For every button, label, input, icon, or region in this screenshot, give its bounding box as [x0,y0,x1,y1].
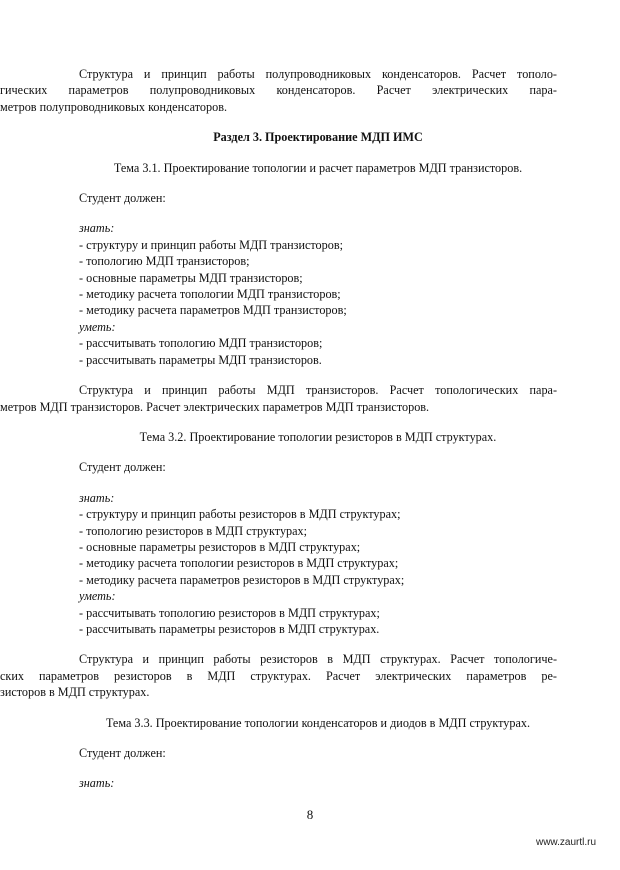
topic-title: Тема 3.3. Проектирование топологии конденсаторов и диодов в МДП структурах. [105,715,531,730]
summary-line: Структура и принцип работы резисторов в МДП структурах. Расчет топологиче- [79,652,557,667]
requirements-list [79,775,557,791]
list-item: - структуру и принцип работы резисторов в МДП структурах; [79,507,401,522]
know-label: знать: [79,221,115,236]
list-item: - топологию резисторов в МДП структурах; [79,523,308,538]
section-heading: Раздел 3. Проектирование МДП ИМС [213,130,423,145]
list-item: - методику расчета параметров резисторов в МДП структурах; [79,572,405,587]
summary-line: ских параметров резисторов в МДП структурах. Расчет электрических параметров ре- [0,668,557,683]
topic-title: Тема 3.2. Проектирование топологии резисторов в МДП структурах. [139,429,497,444]
list-item: - методику расчета топологии МДП транзисторов; [79,287,341,302]
can-label: уметь: [79,319,116,334]
page-number: 8 [306,807,314,822]
list-item: - основные параметры МДП транзисторов; [79,270,303,285]
requirements-list [79,220,557,368]
intro-line: Структура и принцип работы полупроводниковых конденсаторов. Расчет тополо- [79,67,557,81]
student-must-label: Студент должен: [79,746,166,760]
site-watermark: www.zaurtl.ru [535,837,596,848]
topic-summary [0,382,557,415]
topic-summary [0,651,557,700]
student-must-label: Студент должен: [79,460,166,475]
can-label: уметь: [79,589,116,604]
requirements-list [79,490,557,638]
know-label: знать: [79,490,115,505]
student-must-label: Студент должен: [79,191,166,206]
list-item: - рассчитывать топологию МДП транзисторов; [79,336,323,351]
list-item: - рассчитывать топологию резисторов в МДП структурах; [79,605,380,620]
list-item: - рассчитывать параметры МДП транзисторов. [79,352,322,367]
know-label: знать: [79,776,115,791]
summary-line: метров МДП транзисторов. Расчет электрических параметров МДП транзисторов. [0,399,430,414]
summary-line: Структура и принцип работы МДП транзисторов. Расчет топологических пара- [79,383,557,398]
intro-line: метров полупроводниковых конденсаторов. [0,99,228,114]
list-item: - методику расчета параметров МДП транзисторов; [79,303,347,318]
list-item: - основные параметры резисторов в МДП структурах; [79,539,361,554]
list-item: - топологию МДП транзисторов; [79,254,250,269]
topic-title: Тема 3.1. Проектирование топологии и расчет параметров МДП транзисторов. [113,160,523,175]
list-item: - рассчитывать параметры резисторов в МДП структурах. [79,621,380,636]
list-item: - методику расчета топологии резисторов в МДП структурах; [79,556,399,571]
intro-paragraph [0,66,557,115]
summary-line: зисторов в МДП структурах. [0,685,150,700]
list-item: - структуру и принцип работы МДП транзисторов; [79,237,343,252]
intro-line: гических параметров полупроводниковых конденсаторов. Расчет электрических пара- [0,83,557,98]
page-content [0,66,557,792]
